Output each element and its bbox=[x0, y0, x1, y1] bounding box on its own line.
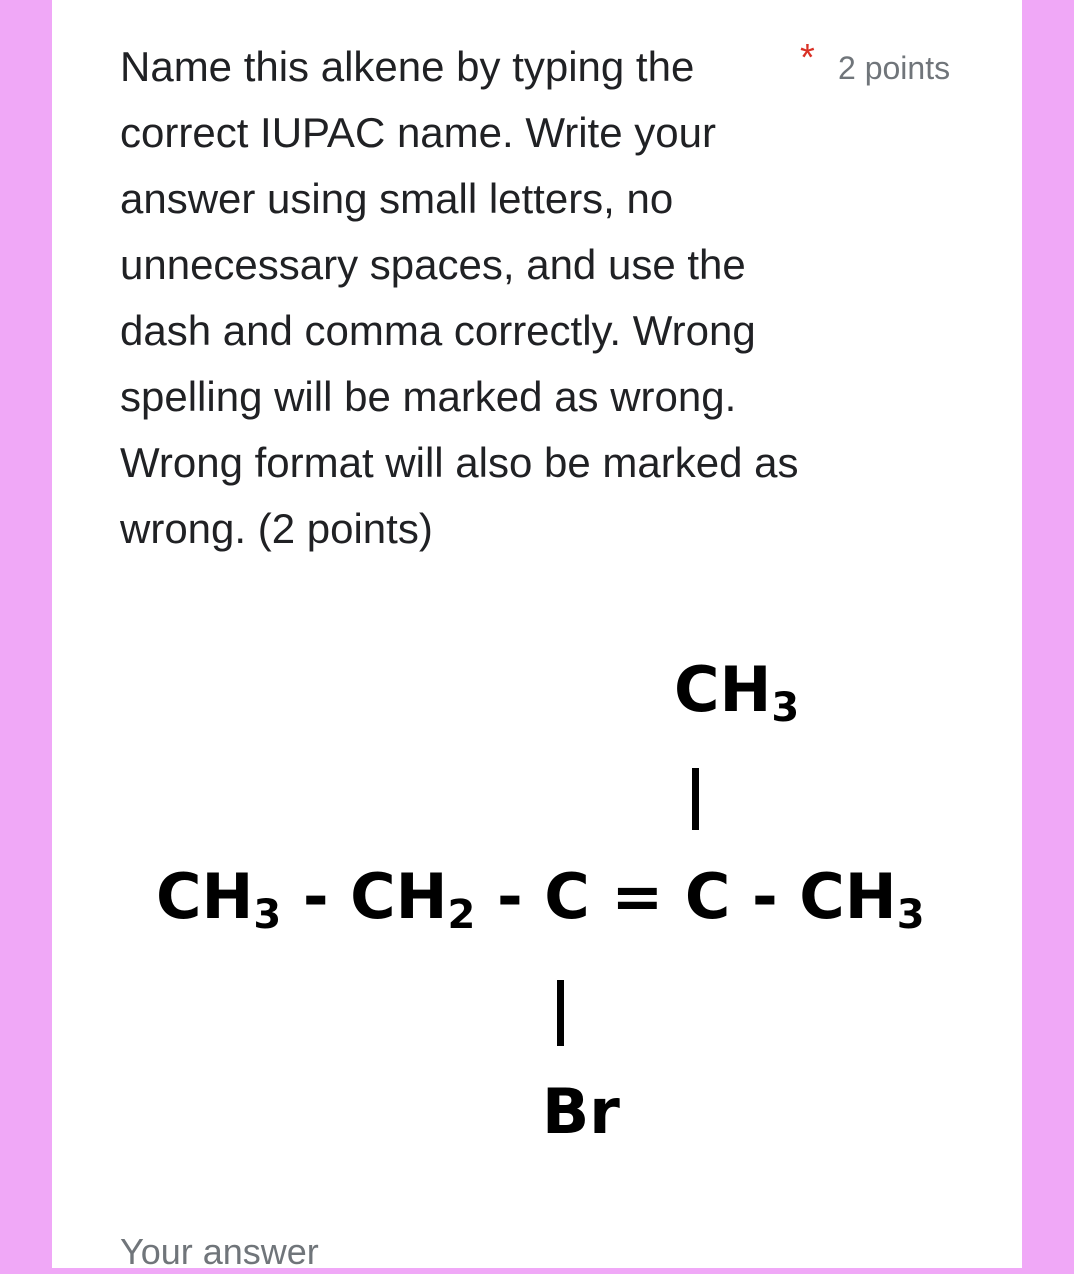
question-card bbox=[52, 0, 1022, 1272]
points-label: 2 points bbox=[838, 50, 951, 86]
answer-input[interactable]: Your answer bbox=[120, 1231, 319, 1272]
bromine-substituent: Br bbox=[542, 1075, 620, 1148]
top-single-bond bbox=[692, 768, 699, 830]
question-text: Name this alkene by typing the correct IUPAC name. Write your answer using small letters, no unnecessary spaces, and use the dash and comma correctly. Wrong spelling will be marked as wrong. Wrong format will also be marked as wrong. (2 points) bbox=[120, 43, 799, 552]
main-chain: $CH_3 - CH_2 - C = C - CH_3$ bbox=[156, 860, 925, 938]
structural-formula bbox=[52, 0, 1022, 1268]
bottom-single-bond bbox=[557, 980, 564, 1046]
top-methyl-group: $CH_3$ bbox=[674, 653, 800, 731]
required-marker: * bbox=[800, 37, 815, 79]
